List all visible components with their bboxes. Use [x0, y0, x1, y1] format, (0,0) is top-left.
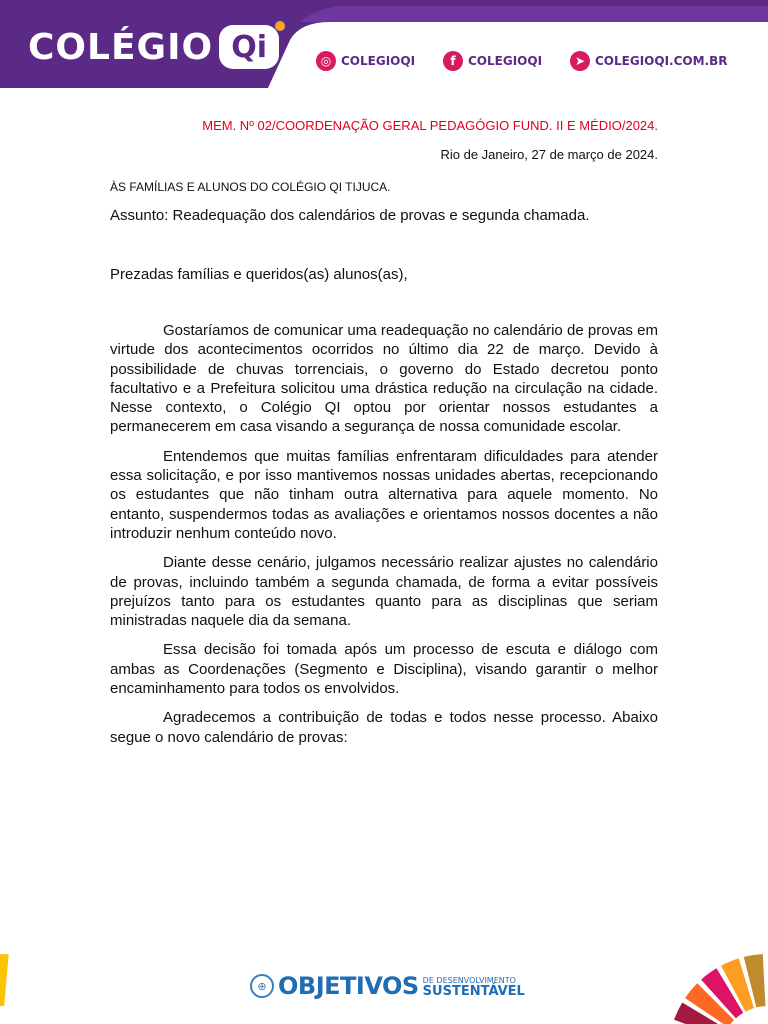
- memo-greeting: Prezadas famílias e queridos(as) alunos(as),: [110, 266, 408, 283]
- sdg-subtitle: DE DESENVOLVIMENTO SUSTENTÁVEL: [422, 976, 525, 999]
- school-logo: [28, 22, 279, 72]
- instagram-icon: ◎: [316, 51, 336, 71]
- memo-paragraph: Agradecemos a contribuição de todas e todos nesse processo. Abaixo segue o novo calendário de provas:: [110, 709, 658, 746]
- sdg-title: OBJETIVOS: [278, 972, 419, 1000]
- social-facebook[interactable]: [443, 50, 542, 72]
- social-website[interactable]: [570, 50, 728, 72]
- social-label: COLEGIOQI: [341, 54, 416, 68]
- social-instagram[interactable]: [316, 50, 415, 72]
- sdg-logo: [250, 972, 525, 1000]
- memo-body: [110, 321, 658, 757]
- social-label: COLEGIOQI.COM.BR: [595, 54, 728, 68]
- memo-paragraph: Gostaríamos de comunicar uma readequação no calendário de provas em virtude dos acontecimentos ocorridos no último dia 22 de março. Devido à possibilidade de chuvas torrenciais, o governo do Estado decretou ponto facultativo e a Prefeitura solicitou uma drástica redução na circulação na cidade. Nesse contexto, o Colégio QI optou por orientar nossos estudantes a permanecerem em casa visando a segurança de nossa comunidade escolar.: [110, 322, 658, 436]
- memo-paragraph: Diante desse cenário, julgamos necessário realizar ajustes no calendário de provas, incluindo também a segunda chamada, de forma a evitar possíveis prejuízos tanto para os estudantes quanto para as disciplinas que seriam ministradas naquele dia da semana.: [110, 554, 658, 630]
- memo-reference: MEM. Nº 02/COORDENAÇÃO GERAL PEDAGÓGIO FUND. II E MÉDIO/2024.: [202, 118, 658, 133]
- sdg-wheel-right: [668, 944, 768, 1024]
- logo-text: COLÉGIO: [28, 26, 214, 68]
- sdg-wheel-segment: [0, 954, 9, 1006]
- logo-mark: Qi: [219, 25, 279, 69]
- memo-recipients: ÀS FAMÍLIAS E ALUNOS DO COLÉGIO QI TIJUCA.: [110, 180, 391, 194]
- facebook-icon: f: [443, 51, 463, 71]
- page-header: [0, 0, 768, 88]
- cursor-icon: ➤: [570, 51, 590, 71]
- memo-paragraph: Essa decisão foi tomada após um processo de escuta e diálogo com ambas as Coordenações (Segmento e Disciplina), visando garantir o melhor encaminhamento para todos os envolvidos.: [110, 641, 658, 698]
- sdg-wheel-left: [0, 944, 100, 1024]
- un-emblem-icon: ⊕: [250, 974, 274, 998]
- memo-paragraph: Entendemos que muitas famílias enfrentaram dificuldades para atender essa solicitação, e por isso mantivemos nossas unidades abertas, recepcionando os estudantes que não tinham outra alternativa para aquele momento. No entanto, suspendermos todas as avaliações e orientamos nossos docentes a não introduzir nenhum conteúdo novo.: [110, 447, 658, 542]
- social-label: COLEGIOQI: [468, 54, 543, 68]
- memo-date: Rio de Janeiro, 27 de março de 2024.: [440, 147, 658, 162]
- memo-subject: Assunto: Readequação dos calendários de provas e segunda chamada.: [110, 207, 590, 224]
